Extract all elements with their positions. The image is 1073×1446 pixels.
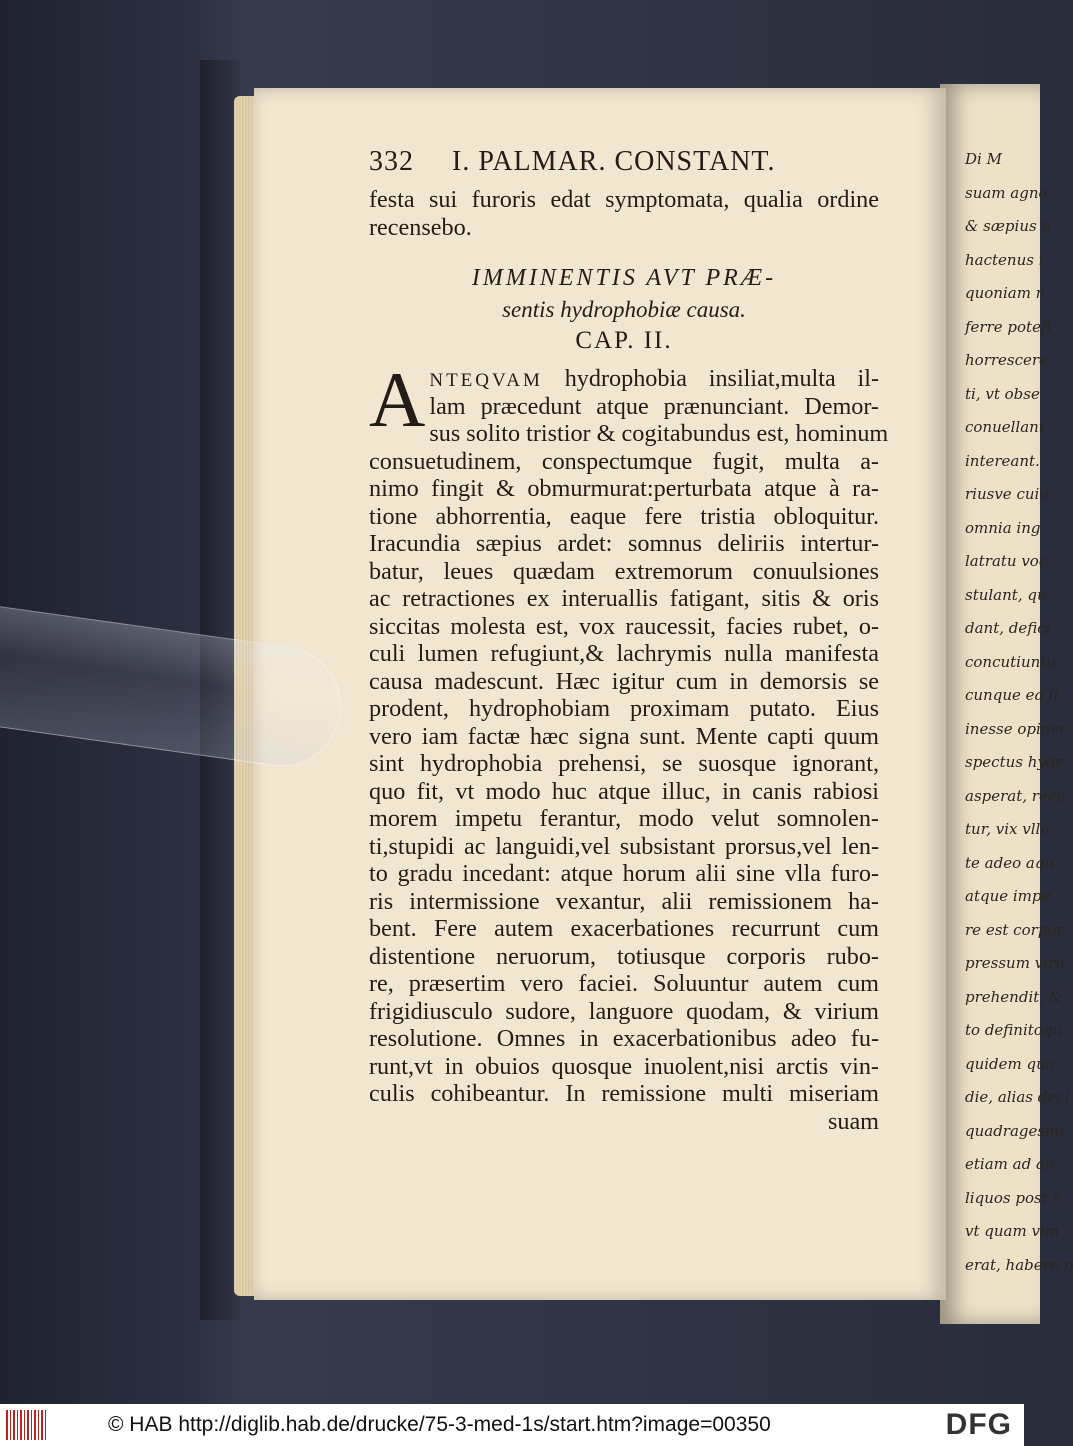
facing-text-fragment: riusve cuiu xyxy=(965,485,1049,503)
section-heading-continued: sentis hydrophobiæ causa. xyxy=(502,297,746,322)
facing-text-fragment: hactenus i xyxy=(965,250,1044,269)
hab-logo-icon xyxy=(6,1410,46,1440)
facing-text-fragment: stulant, qu xyxy=(965,585,1047,604)
text-line: culi lumen refugiunt,& lachrymis nulla manifesta xyxy=(369,640,879,667)
facing-text-fragment: to definitoqu xyxy=(965,1021,1063,1039)
facing-text-fragment: suam agno xyxy=(965,183,1048,202)
drop-cap: A xyxy=(369,356,426,443)
facing-text-fragment: ti, vt obse xyxy=(965,384,1040,403)
facing-text-fragment: liquos post s xyxy=(965,1188,1061,1207)
text-line: prodent, hydrophobiam proximam putato. Eius xyxy=(369,695,879,722)
footer-bar xyxy=(0,1404,1024,1446)
text-line: tione abhorrentia, eaque fere tristia obloquitur. xyxy=(369,502,879,530)
facing-text-fragment: horrescere xyxy=(965,351,1048,369)
text-line xyxy=(369,365,879,393)
text-line: Iracundia sæpius ardet: somnus deliriis intertur- xyxy=(369,530,879,557)
facing-text-fragment: vt quam vim xyxy=(965,1222,1059,1240)
text-line: causa madescunt. Hæc igitur cum in demorsis se xyxy=(369,667,879,695)
copyright-text: © HAB http://diglib.hab.de/drucke/75-3-med-1s/start.htm?image=00350 xyxy=(108,1413,771,1436)
running-title: I. PALMAR. CONSTANT. xyxy=(452,146,776,177)
facing-text-fragment: atque impe xyxy=(965,887,1051,905)
smallcaps-word: NTEQVAM xyxy=(429,370,543,391)
facing-text-fragment: & sæpius n xyxy=(965,217,1052,235)
facing-text-fragment: tur, vix vllo xyxy=(965,820,1050,838)
text-line: to gradu incedant: atque horum alii sine vlla furo- xyxy=(369,860,879,887)
text-line: bent. Fere autem exacerbationes recurrunt cum xyxy=(369,915,879,942)
text-line: re, præsertim vero faciei. Soluuntur autem cum xyxy=(369,970,879,997)
facing-text-fragment: ferre poteft xyxy=(965,317,1053,336)
text-line: vero iam factæ hæc signa sunt. Mente capti quum xyxy=(369,722,879,750)
facing-text-fragment: latratu voc xyxy=(965,552,1048,570)
opening-paragraph xyxy=(369,356,889,1135)
facing-text-fragment: Di M xyxy=(965,150,1002,168)
page-text xyxy=(369,146,889,1135)
facing-text-fragment: concutiuntu xyxy=(965,652,1056,671)
text-line: resolutione. Omnes in exacerbationibus adeo fu- xyxy=(369,1025,879,1052)
text-line: frigidiusculo sudore, languore quodam, & virium xyxy=(369,997,879,1025)
facing-text-fragment: spectus hydr xyxy=(965,753,1063,771)
facing-text-fragment: cunque ea fi xyxy=(965,686,1059,704)
text-line: morem impetu ferantur, modo velut somnolen- xyxy=(369,805,879,832)
text-line: ris intermissione vexantur, alii remissionem ha- xyxy=(369,887,879,915)
facing-text-fragment: omnia ing xyxy=(965,518,1041,537)
text-line: lam præcedunt atque prænunciant. Demor- xyxy=(429,392,879,420)
body-lines xyxy=(369,420,889,1108)
text-line: batur, leues quædam extremorum conuulsiones xyxy=(369,557,879,585)
facing-text-fragment: intereant. xyxy=(965,451,1040,470)
text-line: runt,vt in obuios quosque inuolent,nisi arctis vin- xyxy=(369,1052,879,1080)
facing-text-fragment: prehendit, & xyxy=(965,987,1063,1006)
text-line: festa sui furoris edat symptomata, qualia ordine xyxy=(369,186,879,213)
facing-text-fragment: conuellant xyxy=(965,418,1045,436)
facing-text-fragment: erat, habere p xyxy=(965,1255,1073,1274)
facing-text-fragment: asperat, recu xyxy=(965,786,1066,805)
facing-text-fragment: re est corpor xyxy=(965,920,1064,939)
text-line: sus solito tristior & cogitabundus est, hominum xyxy=(429,420,889,447)
text-line: nimo fingit & obmurmurat:perturbata atque à ra- xyxy=(369,475,879,502)
facing-text-fragment: inesse opiner xyxy=(965,719,1067,738)
text-line: ti,stupidi ac languidi,vel subsistant prorsus,vel len- xyxy=(369,832,879,860)
text-line: culis cohibeantur. In remissione multi miseriam xyxy=(369,1080,879,1107)
facing-text-fragment: pressum viru xyxy=(965,954,1065,972)
text-line: recensebo. xyxy=(369,213,472,241)
text-line: ac retractiones ex interuallis fatigant, sitis & oris xyxy=(369,585,879,612)
section-heading: IMMINENTIS AVT PRÆ- xyxy=(471,265,777,291)
chapter-label: CAP. II. xyxy=(575,327,673,354)
running-head xyxy=(369,146,879,186)
text-line: sint hydrophobia prehensi, se suosque ignorant, xyxy=(369,750,879,777)
page-number: 332 xyxy=(369,146,414,177)
catchword: suam xyxy=(827,1107,879,1135)
text-line: distentione neruorum, totiusque corporis rubo- xyxy=(369,942,879,970)
facing-text-fragment: dant, defici xyxy=(965,619,1051,637)
text-line: quo fit, vt modo huc atque illuc, in canis rabiosi xyxy=(369,777,879,805)
text-span: hydrophobia insiliat,multa il- xyxy=(564,365,879,392)
text-line: siccitas molesta est, vox raucessit, facies rubet, o- xyxy=(369,612,879,640)
facing-text-fragment: quoniam n xyxy=(965,284,1046,302)
facing-text-fragment: etiam ad an xyxy=(965,1155,1055,1173)
facing-text-fragment: quidem qua xyxy=(965,1054,1055,1073)
facing-text-fragment: te adeo aqu xyxy=(965,853,1055,872)
facing-text-fragment: die, alias deci xyxy=(965,1088,1070,1106)
text-line: consuetudinem, conspectumque fugit, multa a- xyxy=(369,447,879,475)
dfg-logo: DFG xyxy=(945,1408,1012,1441)
facing-text-fragment: quadragesim xyxy=(965,1121,1065,1140)
